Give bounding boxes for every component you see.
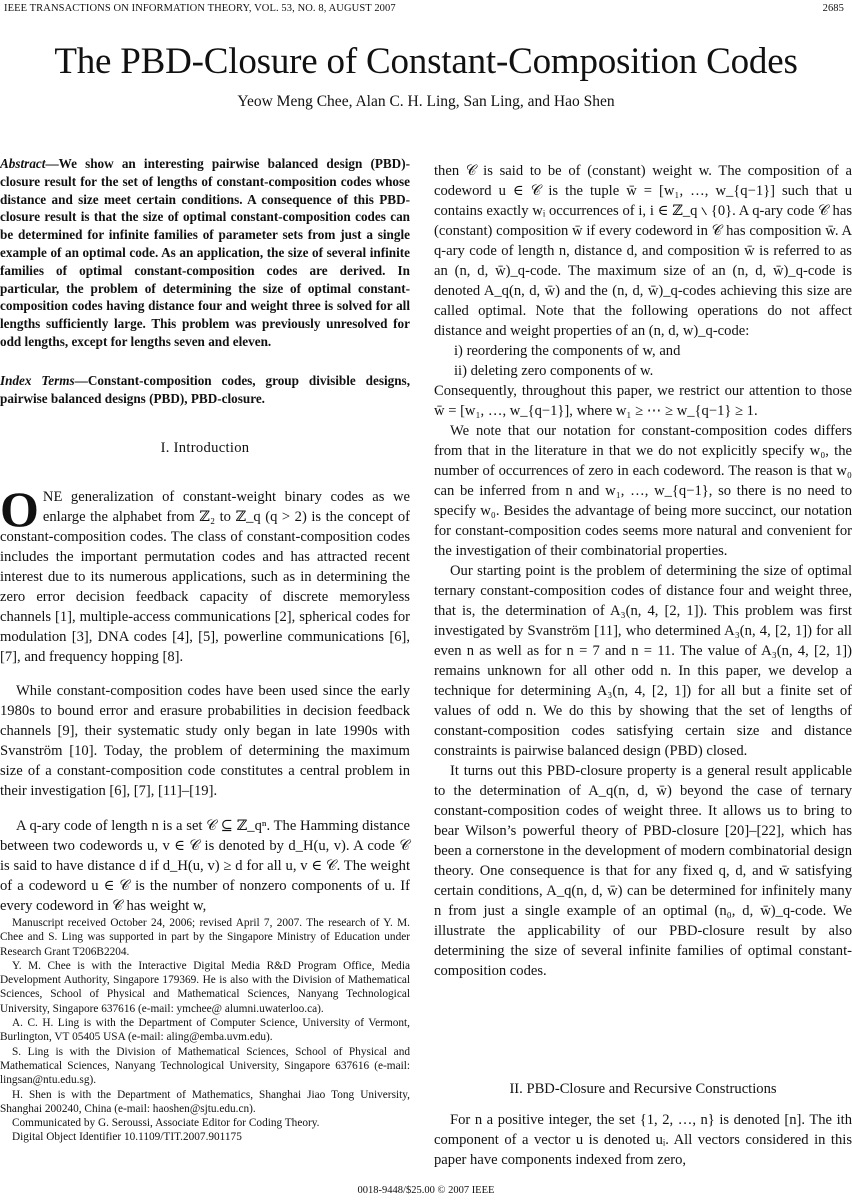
section-2-body <box>434 1110 852 1170</box>
abstract-text: —We show an interesting pairwise balanced design (PBD)-closure result for the set of lengths of constant-composition codes whose distance and size meet certain conditions. A consequence of this PBD-closure result is that the size of optimal constant-composition codes can be determined for infinite families of parameter sets from just a single example of an optimal code. As an application, the size of several infinite families of optimal constant-composition codes are derived. In particular, the problem of determining the size of optimal constant-composition codes having distance four and weight three is solved for all lengths sufficiently large. This problem was previously unresolved for odd lengths, except for lengths seven and eleven. <box>0 156 410 349</box>
operations-list <box>434 341 852 381</box>
abstract <box>0 155 410 351</box>
abstract-lead: Abstract <box>0 156 46 171</box>
intro-paragraph-1 <box>0 480 410 667</box>
footnote-item: Digital Object Identifier 10.1109/TIT.2007.901175 <box>12 1131 242 1144</box>
right-paragraph-3: We note that our notation for constant-composition codes differs from that in the literature in that we do not explicitly specify w₀, the number of occurrences of zero in each codeword. The reason is that w₀ can be inferred from n and w₁, …, w_{q−1}, so there is no need to specify w₀. Besides the advantage of being more succinct, our notation for constant-composition codes seems more natural and convenient for the investigation of their combinatorial properties. <box>434 423 852 559</box>
section-2-paragraph-1: For n a positive integer, the set {1, 2, …, n} is denoted [n]. The ith component of a vector u is denoted uᵢ. All vectors considered in this paper have components indexed from zero, <box>434 1112 852 1168</box>
paper-title: The PBD-Closure of Constant-Composition Codes <box>54 41 798 82</box>
right-paragraph-4: Our starting point is the problem of determining the size of optimal ternary constant-composition codes of distance four and weight three, that is, the determination of A₃(n, 4, [2, 1]). This problem was first investigated by Svanström [11], who determined A₃(n, 4, [2, 1]) for all even n as well as for n = 7 and n = 11. The value of A₃(n, 4, [2, 1]) remains unknown for all other odd n. In this paper, we develop a technique for determining A₃(n, 4, [2, 1]) for all but a finite set of values of odd n. We do this by showing that the set of lengths of constant-composition codes satisfying certain size and distance constraints is pairwise balanced design (PBD) closed. <box>434 563 852 759</box>
section-1-heading: I. Introduction <box>160 440 250 456</box>
introduction-body <box>0 472 410 930</box>
index-terms <box>0 372 410 408</box>
index-terms-text: —Constant-composition codes, group divisible designs, pairwise balanced designs (PBD), PBD-closure. <box>0 373 410 406</box>
right-paragraph-2: Consequently, throughout this paper, we restrict our attention to those w̄ = [w₁, …, w_{q−1}], where w₁ ≥ ⋯ ≥ w_{q−1} ≥ 1. <box>434 383 852 419</box>
intro-paragraph-2: While constant-composition codes have been used since the early 1980s to bound error and erasure probabilities in decision feedback channels [9], their systematic study only began in late 1990s with Svanström [10]. Today, the problem of determining the maximum size of a constant-composition code constitutes a central problem in their investigation [6], [7], [11]–[19]. <box>0 683 410 800</box>
list-item: ii) deleting zero components of w. <box>454 363 654 379</box>
section-2-heading: II. PBD-Closure and Recursive Constructions <box>509 1081 777 1097</box>
footnote-item: Manuscript received October 24, 2006; revised April 7, 2007. The research of Y. M. Chee and S. Ling was supported in part by the Singapore Ministry of Education under Research Grant T206B2204. <box>0 917 410 958</box>
list-item: i) reordering the components of w, and <box>454 343 681 359</box>
drop-cap: O <box>0 480 39 537</box>
footnote-item: Y. M. Chee is with the Interactive Digital Media R&D Program Office, Media Development Authority, Singapore 179369. He is also with the Division of Mathematical Sciences, School of Physical and Mathematical Sciences, Nanyang Technological University, Singapore 637616 (e-mail: ymchee@ alumni.uwaterloo.ca). <box>0 959 410 1015</box>
author-list: Yeow Meng Chee, Alan C. H. Ling, San Ling, and Hao Shen <box>237 93 615 110</box>
page-footer: 0018-9448/$25.00 © 2007 IEEE <box>357 1185 495 1196</box>
right-paragraph-5: It turns out this PBD-closure property is a general result applicable to the determination of A_q(n, d, w̄) beyond the case of ternary constant-composition codes of weight three. It allows us to bring to bear Wilson’s powerful theory of PBD-closure [20]–[22], which has been a cornerstone in the development of modern combinatorial design theory. One consequence is that for any fixed q, d, and w̄ satisfying certain conditions, A_q(n, d, w̄) can be determined for infinitely many n from just a single example of an optimal (n₀, d, w̄)_q-code. We illustrate the applicability of our PBD-closure result by also determining the size of several infinite families of optimal constant-composition codes. <box>434 763 852 979</box>
footnote-item: Communicated by G. Seroussi, Associate Editor for Coding Theory. <box>12 1117 320 1130</box>
footnote-item: A. C. H. Ling is with the Department of Computer Science, University of Vermont, Burlington, VT 05405 USA (e-mail: aling@emba.uvm.edu). <box>0 1017 410 1044</box>
running-head <box>4 3 848 14</box>
footnote-item: H. Shen is with the Department of Mathematics, Shanghai Jiao Tong University, Shanghai 200240, China (e-mail: haoshen@sjtu.edu.cn). <box>0 1088 410 1115</box>
page-number: 2685 <box>822 3 844 14</box>
footnote-item: S. Ling is with the Division of Mathematical Sciences, School of Physical and Mathematical Sciences, Nanyang Technological University, Singapore 637616 (e-mail: lingsan@ntu.edu.sg). <box>0 1045 410 1087</box>
index-terms-lead: Index Terms <box>0 373 75 388</box>
intro-paragraph-1-text: NE generalization of constant-weight binary codes as we enlarge the alphabet from ℤ₂ to ℤ_q (q > 2) is the concept of constant-composition codes. The class of constant-composition codes includes the important permutation codes and has attracted recent interest due to its numerous applications, such as in determining the zero error decision feedback capacity of discrete memoryless channels [1], multiple-access communications [2], spherical codes for modulation [3], DNA codes [4], [5], powerline communications [6], [7], and frequency hopping [8]. <box>0 488 410 665</box>
journal-line: IEEE TRANSACTIONS ON INFORMATION THEORY, VOL. 53, NO. 8, AUGUST 2007 <box>4 3 396 14</box>
intro-paragraph-3: A q-ary code of length n is a set 𝒞 ⊆ ℤ_qⁿ. The Hamming distance between two codewords u, v ∈ 𝒞 is denoted by d_H(u, v). A code 𝒞 is said to have distance d if d_H(u, v) ≥ d for all u, v ∈ 𝒞. The weight of a codeword u ∈ 𝒞 is the number of nonzero components of u. If every codeword in 𝒞 has weight w, <box>0 817 410 914</box>
right-column-body <box>434 161 852 981</box>
first-page-footnotes <box>0 916 410 1145</box>
right-paragraph-1: then 𝒞 is said to be of (constant) weight w. The composition of a codeword u ∈ 𝒞 is the tuple w̄ = [w₁, …, w_{q−1}] such that u contains exactly wᵢ occurrences of i, i ∈ ℤ_q ∖ {0}. A q-ary code 𝒞 has (constant) composition w̄ if every codeword in 𝒞 has composition w̄. A q-ary code of length n, distance d, and composition w̄ is referred to as an (n, d, w̄)_q-code. The maximum size of an (n, d, w̄)_q-code is denoted A_q(n, d, w̄) and the (n, d, w̄)_q-codes achieving this size are called optimal. Note that the following operations do not affect distance and weight properties of an (n, d, w)_q-code: <box>434 163 852 339</box>
